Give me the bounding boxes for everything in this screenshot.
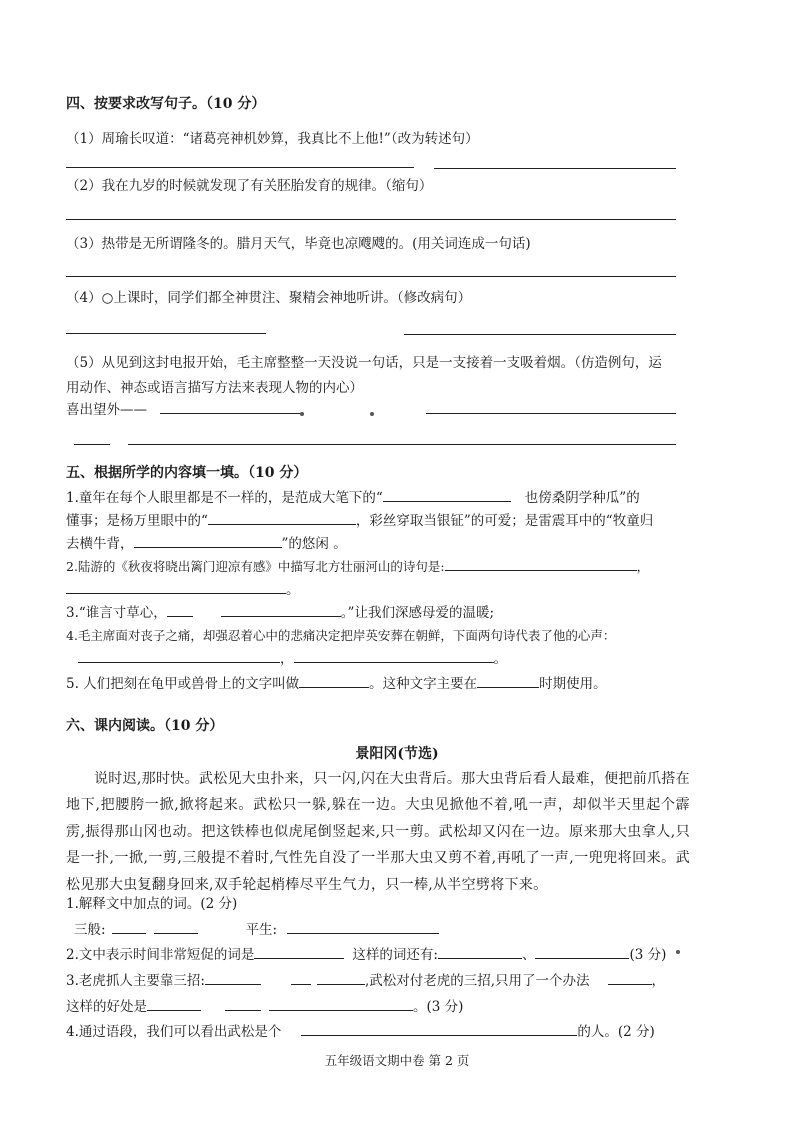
section5-item5 bbox=[66, 673, 607, 694]
fill-blank[interactable] bbox=[66, 579, 286, 594]
section4-question2: （2）我在九岁的时候就发现了有关胚胎发育的规律。（缩句） bbox=[66, 178, 433, 194]
scan-speck bbox=[676, 950, 680, 954]
answer-line[interactable] bbox=[128, 444, 676, 445]
fill-blank[interactable] bbox=[287, 919, 439, 934]
item-text: 。 bbox=[493, 651, 507, 667]
fill-blank[interactable] bbox=[205, 970, 261, 985]
question-number: （4） bbox=[66, 290, 102, 306]
scan-speck bbox=[300, 412, 304, 416]
question-text: 这样的好处是 bbox=[66, 999, 147, 1015]
item-text: 时期使用。 bbox=[539, 676, 607, 692]
answer-line[interactable] bbox=[426, 413, 676, 414]
section6-question1-words bbox=[74, 919, 439, 940]
scan-speck bbox=[370, 412, 374, 416]
answer-line[interactable] bbox=[66, 276, 676, 277]
item-text: 1.童年在每个人眼里都是不一样的，是范成大笔下的“ bbox=[66, 490, 383, 506]
section6-question4 bbox=[66, 1021, 655, 1042]
fill-blank[interactable] bbox=[301, 1021, 577, 1036]
fill-blank[interactable] bbox=[134, 533, 282, 548]
answer-line[interactable] bbox=[66, 333, 266, 334]
section6-question2 bbox=[66, 944, 666, 965]
section5-heading: 五、根据所学的内容填一填。（10 分） bbox=[66, 465, 308, 481]
fill-blank[interactable] bbox=[294, 648, 494, 663]
section4-question5-line1: （5）从见到这封电报开始，毛主席整整一天没说一句话，只是一支接着一支吸着烟。（仿造例句，运 bbox=[66, 355, 662, 371]
reading-passage: 说时迟,那时快。武松见大虫扑来，只一闪,闪在大虫背后。那大虫背后看人最难，便把前爪搭在地下,把腰胯一掀,掀将起来。武松只一躲,躲在一边。大虫见掀他不着,吼一声，却似半天里起个霹雳,振得那山冈也动。把这铁棒也似虎尾倒竖起来,只一剪。武松却又闪在一边。原来那大虫拿人,只是一扑,一掀,一剪,三般提不着时,气性先自没了一半那大虫又剪不着,再吼了一声,一兜兜将回来。武松见那大虫复翻身回来,双手轮起梢棒尽平生气力，只一棒,从半空劈将下来。 bbox=[66, 771, 690, 893]
fill-blank[interactable] bbox=[221, 602, 341, 617]
question-text: 的人。(2 分) bbox=[577, 1024, 655, 1040]
example-word: 喜出望外—— bbox=[66, 402, 147, 418]
item-text: ， bbox=[280, 651, 294, 667]
section6-question1: 1.解释文中加点的词。(2 分) bbox=[66, 896, 238, 912]
section5-item1-line2 bbox=[66, 510, 653, 531]
question-text: 2.文中表示时间非常短促的词是 bbox=[66, 947, 255, 963]
item-text: ， bbox=[636, 559, 650, 574]
answer-line[interactable] bbox=[66, 219, 676, 220]
answer-line[interactable] bbox=[160, 413, 302, 414]
question-text: 。(3 分) bbox=[413, 999, 464, 1015]
section4-question3: （3）热带是无所谓隆冬的。腊月天气，毕竟也凉飕飕的。(用关词连成一句话) bbox=[66, 236, 531, 252]
section4-question4 bbox=[66, 288, 471, 308]
section6-question3-line2 bbox=[66, 996, 463, 1017]
answer-line[interactable] bbox=[74, 444, 110, 445]
circle-mark-icon: ○ bbox=[101, 290, 114, 306]
fill-blank[interactable] bbox=[608, 970, 652, 985]
answer-line[interactable] bbox=[404, 334, 676, 335]
section5-item3 bbox=[66, 602, 494, 623]
item-text: 也傍桑阴学种瓜”的 bbox=[524, 490, 640, 506]
section6-heading: 六、课内阅读。（10 分） bbox=[66, 718, 224, 734]
question-text: 3.老虎抓人主要靠三招: bbox=[66, 973, 205, 989]
section4-question5-line2: 用动作、神态或语言描写方法来表现人物的内心） bbox=[66, 380, 363, 396]
question-text: 上课时，同学们都全神贯注、聚精会神地听讲。（修改病句） bbox=[113, 290, 472, 306]
word-label: 平生: bbox=[245, 922, 278, 938]
word-label: 三般: bbox=[74, 922, 106, 938]
item-text: 3.“谁言寸草心， bbox=[66, 605, 167, 621]
question-text: (3 分) bbox=[629, 947, 667, 963]
fill-blank[interactable] bbox=[291, 970, 311, 985]
fill-blank[interactable] bbox=[535, 944, 629, 959]
question-text: 4.通过语段，我们可以看出武松是个 bbox=[66, 1024, 282, 1040]
question-text: ， bbox=[651, 973, 666, 989]
fill-blank[interactable] bbox=[208, 510, 356, 525]
fill-blank[interactable] bbox=[225, 996, 261, 1011]
section5-item1-line1 bbox=[66, 487, 640, 508]
item-text: 。 bbox=[286, 582, 300, 598]
question-text: 、 bbox=[521, 947, 536, 963]
fill-blank[interactable] bbox=[477, 673, 539, 688]
fill-blank[interactable] bbox=[78, 648, 280, 663]
fill-blank[interactable] bbox=[154, 919, 198, 934]
fill-blank[interactable] bbox=[317, 970, 365, 985]
fill-blank[interactable] bbox=[438, 944, 522, 959]
item-text: 懂事；是杨万里眼中的“ bbox=[66, 513, 208, 529]
item-text: ”的悠闲 。 bbox=[281, 536, 347, 552]
section4-question1: （1）周瑜长叹道：“诸葛亮神机妙算，我真比不上他!”（改为转述句） bbox=[66, 131, 479, 147]
section5-item4-line2 bbox=[66, 648, 507, 669]
answer-line[interactable] bbox=[434, 168, 676, 169]
fill-blank[interactable] bbox=[445, 556, 637, 571]
passage-title: 景阳冈(节选) bbox=[355, 746, 439, 762]
fill-blank[interactable] bbox=[383, 487, 511, 502]
section5-item4-line1: 4.毛主席面对丧子之痛，却强忍着心中的悲痛决定把岸英安葬在朝鲜，下面两句诗代表了他的心声： bbox=[66, 628, 616, 643]
item-text: 去横牛背， bbox=[66, 536, 134, 552]
item-text: 。这种文字主要在 bbox=[369, 676, 478, 692]
question-text: ,武松对付老虎的三招,只用了一个办法 bbox=[364, 973, 590, 989]
answer-line[interactable] bbox=[66, 167, 414, 168]
item-text: 。”让我们深感母爱的温暖; bbox=[340, 605, 494, 621]
section6-question3-line1 bbox=[66, 970, 665, 991]
item-text: 2.陆游的《秋夜将晓出篱门迎凉有感》中描写北方壮丽河山的诗句是: bbox=[66, 559, 445, 574]
item-text: ，彩丝穿取当银钲”的可爱；是雷震耳中的“牧童归 bbox=[355, 513, 654, 529]
fill-blank[interactable] bbox=[299, 673, 369, 688]
fill-blank[interactable] bbox=[254, 944, 344, 959]
item-text: 5. 人们把刻在龟甲或兽骨上的文字叫做 bbox=[66, 676, 300, 692]
fill-blank[interactable] bbox=[147, 996, 201, 1011]
page-footer: 五年级语文期中卷 第 2 页 bbox=[324, 1053, 470, 1068]
question-text: 这样的词还有: bbox=[352, 947, 438, 963]
section5-item1-line3 bbox=[66, 533, 347, 554]
section5-item2-line1 bbox=[66, 556, 649, 577]
fill-blank[interactable] bbox=[112, 919, 146, 934]
fill-blank[interactable] bbox=[269, 996, 413, 1011]
section4-heading: 四、按要求改写句子。（10 分） bbox=[66, 96, 266, 112]
section5-item2-line2 bbox=[66, 579, 300, 600]
fill-blank[interactable] bbox=[167, 602, 193, 617]
